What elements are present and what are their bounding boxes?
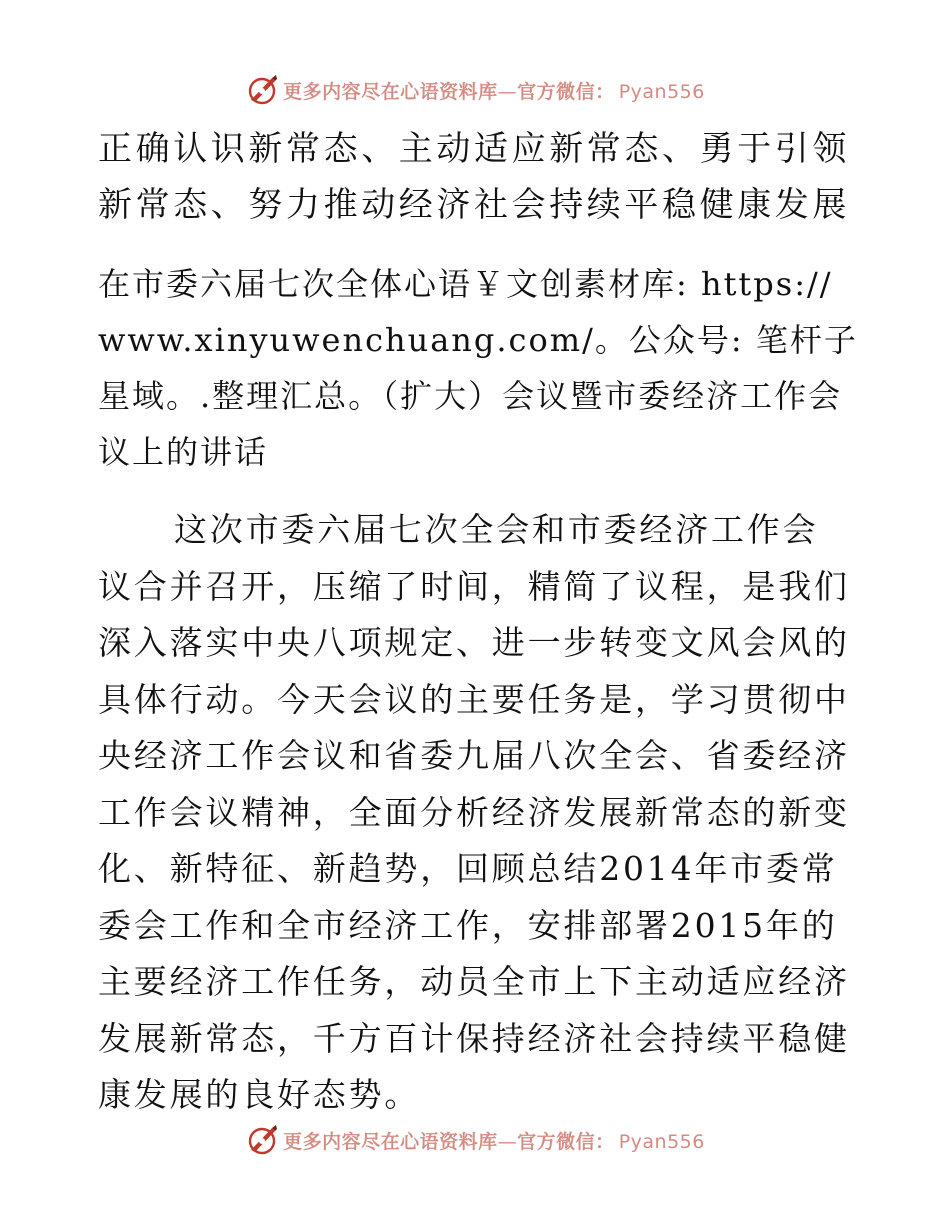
banner-wechat-id: Pyan556 bbox=[618, 80, 705, 103]
quill-pen-logo-icon bbox=[245, 73, 279, 107]
banner-title: 更多内容尽在心语资料库 bbox=[283, 80, 498, 103]
document-title: 正确认识新常态、主动适应新常态、勇于引领新常态、努力推动经济社会持续平稳健康发展 bbox=[98, 129, 850, 225]
quill-pen-logo-icon bbox=[245, 1123, 279, 1157]
header-banner bbox=[0, 70, 950, 110]
banner-wechat-label: 官方微信： bbox=[517, 1130, 615, 1153]
banner-wechat-label: 官方微信： bbox=[517, 80, 615, 103]
document-subtitle: 在市委六届七次全体心语￥文创素材库: https://www.xinyuwenchuang.com/。公众号: 笔杆子星域。.整理汇总。（扩大）会议暨市委经济工作会议上的讲话 bbox=[98, 265, 858, 471]
document-body: 这次市委六届七次全会和市委经济工作会议合并召开，压缩了时间，精简了议程，是我们深入落实中央八项规定、进一步转变文风会风的具体行动。今天会议的主要任务是，学习贯彻中央经济工作会议和省委九届八次全会、省委经济工作会议精神，全面分析经济发展新常态的新变化、新特征、新趋势，回顾总结2014年市委常委会工作和全市经济工作，安排部署2015年的主要经济工作任务，动员全市上下主动适应经济发展新常态，千方百计保持经济社会持续平稳健康发展的良好态势。 bbox=[98, 510, 850, 1114]
banner-separator: — bbox=[497, 80, 518, 103]
banner-title: 更多内容尽在心语资料库 bbox=[283, 1130, 498, 1153]
banner-separator: — bbox=[497, 1130, 518, 1153]
banner-wechat-id: Pyan556 bbox=[618, 1130, 705, 1153]
footer-banner bbox=[0, 1120, 950, 1160]
